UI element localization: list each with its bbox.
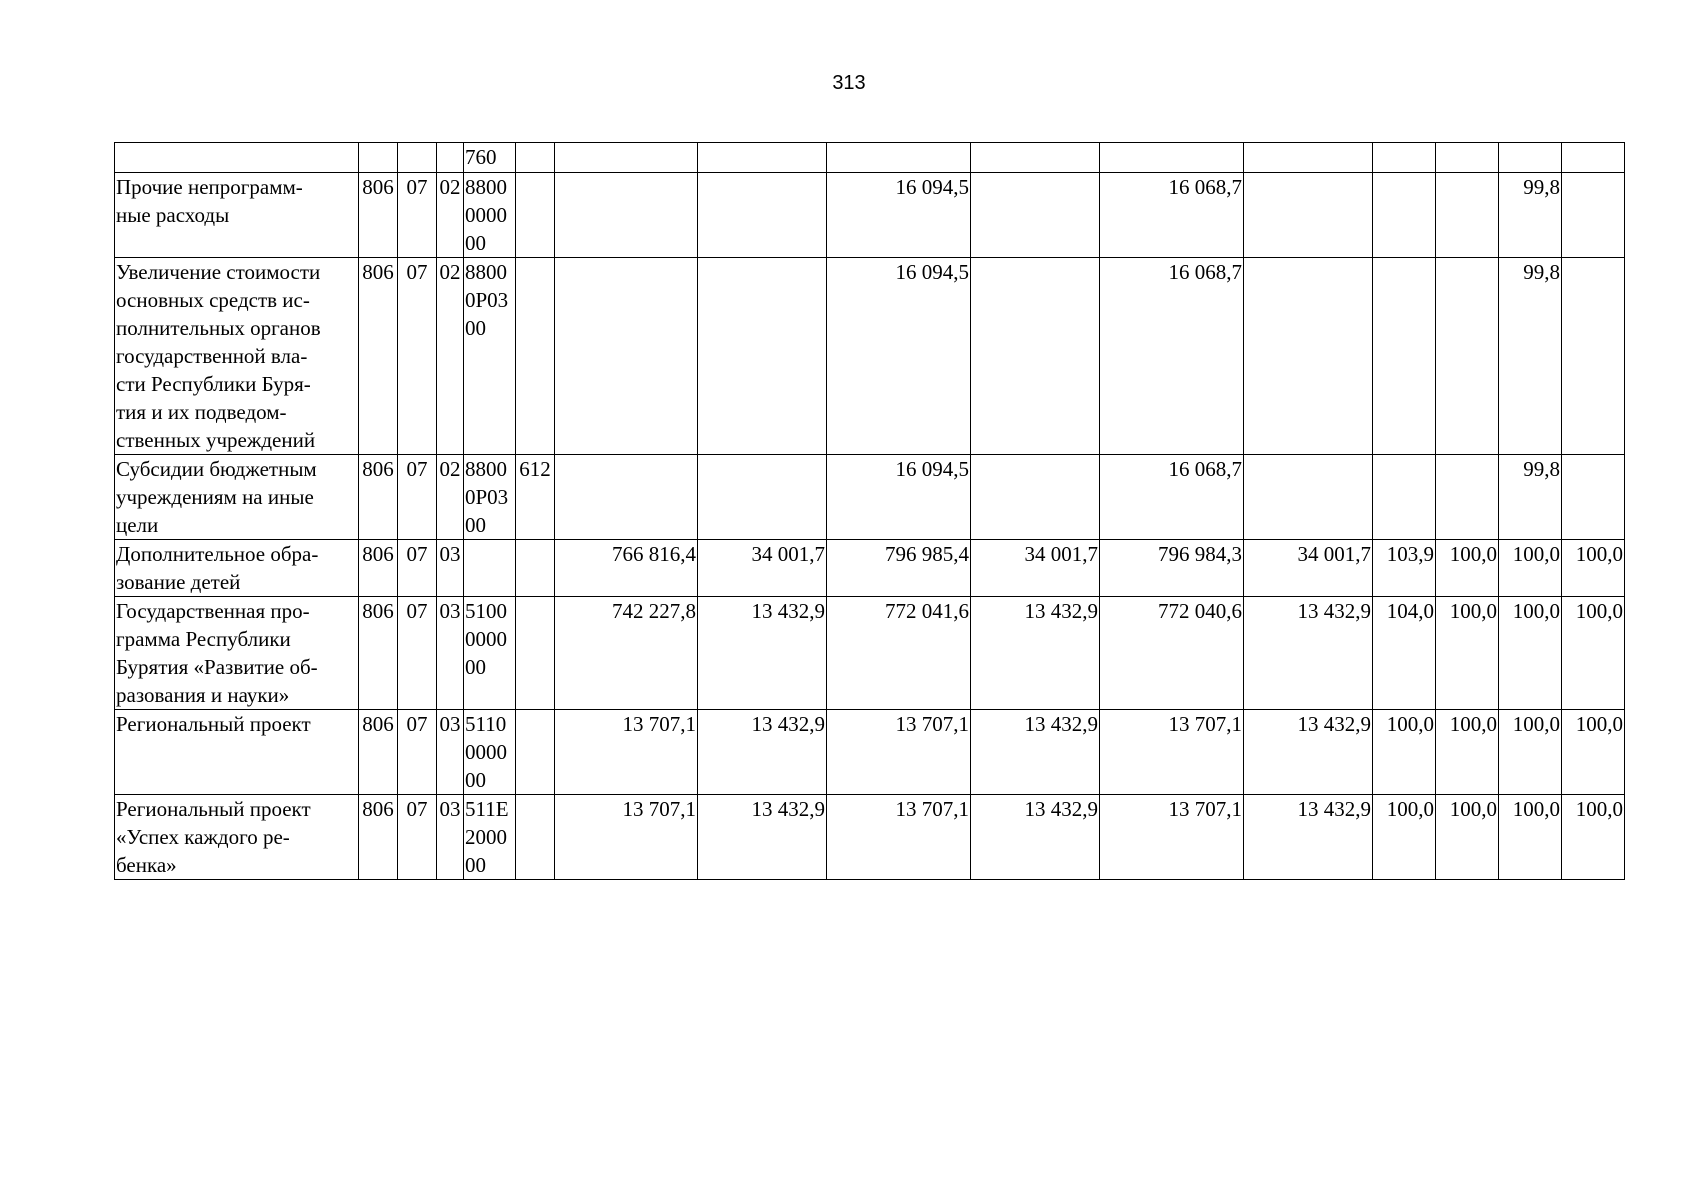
- amount-6-cell: [1244, 143, 1373, 173]
- amount-2-cell: [698, 455, 827, 540]
- percent-4-cell: [1562, 455, 1625, 540]
- amount-1-cell: [555, 455, 698, 540]
- table-row: [115, 540, 1625, 597]
- row-name-cell: [115, 143, 359, 173]
- admin-code-cell: 806: [359, 173, 398, 258]
- expense-type-code-cell: [516, 143, 555, 173]
- row-name-cell: Региональный проект: [115, 710, 359, 795]
- amount-3-cell: 13 707,1: [827, 795, 971, 880]
- row-name-cell: Дополнительное обра- зование детей: [115, 540, 359, 597]
- amount-3-cell: [827, 143, 971, 173]
- budget-table: [114, 142, 1625, 880]
- amount-2-cell: [698, 258, 827, 455]
- target-article-code-cell: 511Е 2000 00: [464, 795, 516, 880]
- percent-4-cell: 100,0: [1562, 597, 1625, 710]
- percent-4-cell: [1562, 173, 1625, 258]
- percent-3-cell: [1499, 143, 1562, 173]
- row-name-cell: Субсидии бюджетным учреждениям на иные цели: [115, 455, 359, 540]
- percent-4-cell: [1562, 258, 1625, 455]
- amount-4-cell: 34 001,7: [971, 540, 1100, 597]
- expense-type-code-cell: [516, 540, 555, 597]
- target-article-code-cell: 8800 0Р03 00: [464, 258, 516, 455]
- section-code-cell: 07: [398, 455, 437, 540]
- amount-4-cell: 13 432,9: [971, 597, 1100, 710]
- section-code-cell: [398, 143, 437, 173]
- amount-4-cell: 13 432,9: [971, 795, 1100, 880]
- admin-code-cell: [359, 143, 398, 173]
- subsection-code-cell: 02: [437, 173, 464, 258]
- percent-3-cell: 99,8: [1499, 173, 1562, 258]
- percent-2-cell: 100,0: [1436, 597, 1499, 710]
- expense-type-code-cell: [516, 710, 555, 795]
- percent-1-cell: 100,0: [1373, 710, 1436, 795]
- subsection-code-cell: 02: [437, 455, 464, 540]
- percent-3-cell: 99,8: [1499, 455, 1562, 540]
- amount-6-cell: 13 432,9: [1244, 795, 1373, 880]
- amount-3-cell: 16 094,5: [827, 455, 971, 540]
- percent-2-cell: [1436, 455, 1499, 540]
- row-name-cell: Прочие непрограмм- ные расходы: [115, 173, 359, 258]
- amount-5-cell: 13 707,1: [1100, 795, 1244, 880]
- table-row: [115, 795, 1625, 880]
- percent-1-cell: 103,9: [1373, 540, 1436, 597]
- percent-4-cell: 100,0: [1562, 710, 1625, 795]
- amount-6-cell: 34 001,7: [1244, 540, 1373, 597]
- percent-2-cell: 100,0: [1436, 540, 1499, 597]
- amount-3-cell: 16 094,5: [827, 173, 971, 258]
- percent-3-cell: 100,0: [1499, 710, 1562, 795]
- section-code-cell: 07: [398, 710, 437, 795]
- amount-1-cell: 742 227,8: [555, 597, 698, 710]
- amount-6-cell: [1244, 258, 1373, 455]
- page-number: 313: [832, 72, 866, 94]
- amount-5-cell: 13 707,1: [1100, 710, 1244, 795]
- admin-code-cell: 806: [359, 455, 398, 540]
- amount-1-cell: 13 707,1: [555, 795, 698, 880]
- amount-1-cell: 13 707,1: [555, 710, 698, 795]
- percent-2-cell: [1436, 258, 1499, 455]
- percent-3-cell: 99,8: [1499, 258, 1562, 455]
- amount-4-cell: [971, 455, 1100, 540]
- percent-3-cell: 100,0: [1499, 795, 1562, 880]
- table-row: [115, 173, 1625, 258]
- amount-3-cell: 796 985,4: [827, 540, 971, 597]
- expense-type-code-cell: [516, 795, 555, 880]
- percent-2-cell: 100,0: [1436, 795, 1499, 880]
- table-row: [115, 143, 1625, 173]
- amount-5-cell: 796 984,3: [1100, 540, 1244, 597]
- amount-5-cell: [1100, 143, 1244, 173]
- section-code-cell: 07: [398, 540, 437, 597]
- amount-2-cell: [698, 173, 827, 258]
- row-name-cell: Увеличение стоимости основных средств ис- полнительных органов государственной вла- сти Республики Буря- тия и их подведом- ственных учреждений: [115, 258, 359, 455]
- amount-5-cell: 16 068,7: [1100, 455, 1244, 540]
- percent-1-cell: 104,0: [1373, 597, 1436, 710]
- row-name-cell: Региональный проект «Успех каждого ре- бенка»: [115, 795, 359, 880]
- admin-code-cell: 806: [359, 540, 398, 597]
- admin-code-cell: 806: [359, 597, 398, 710]
- amount-5-cell: 16 068,7: [1100, 173, 1244, 258]
- amount-1-cell: [555, 258, 698, 455]
- amount-1-cell: 766 816,4: [555, 540, 698, 597]
- percent-4-cell: 100,0: [1562, 795, 1625, 880]
- subsection-code-cell: 03: [437, 540, 464, 597]
- table-row: [115, 710, 1625, 795]
- percent-4-cell: [1562, 143, 1625, 173]
- amount-4-cell: [971, 143, 1100, 173]
- expense-type-code-cell: 612: [516, 455, 555, 540]
- amount-1-cell: [555, 173, 698, 258]
- amount-6-cell: [1244, 173, 1373, 258]
- expense-type-code-cell: [516, 173, 555, 258]
- percent-2-cell: [1436, 143, 1499, 173]
- amount-6-cell: 13 432,9: [1244, 597, 1373, 710]
- percent-1-cell: [1373, 143, 1436, 173]
- target-article-code-cell: 5100 0000 00: [464, 597, 516, 710]
- table-row: [115, 597, 1625, 710]
- subsection-code-cell: [437, 143, 464, 173]
- expense-type-code-cell: [516, 258, 555, 455]
- percent-4-cell: 100,0: [1562, 540, 1625, 597]
- percent-3-cell: 100,0: [1499, 540, 1562, 597]
- percent-2-cell: [1436, 173, 1499, 258]
- admin-code-cell: 806: [359, 795, 398, 880]
- amount-5-cell: 16 068,7: [1100, 258, 1244, 455]
- amount-2-cell: 13 432,9: [698, 710, 827, 795]
- target-article-code-cell: 5110 0000 00: [464, 710, 516, 795]
- expense-type-code-cell: [516, 597, 555, 710]
- percent-1-cell: 100,0: [1373, 795, 1436, 880]
- subsection-code-cell: 03: [437, 597, 464, 710]
- row-name-cell: Государственная про- грамма Республики Бурятия «Развитие об- разования и науки»: [115, 597, 359, 710]
- amount-2-cell: 34 001,7: [698, 540, 827, 597]
- table-body: [115, 143, 1625, 880]
- table-row: [115, 258, 1625, 455]
- admin-code-cell: 806: [359, 258, 398, 455]
- amount-4-cell: [971, 173, 1100, 258]
- subsection-code-cell: 02: [437, 258, 464, 455]
- target-article-code-cell: 760: [464, 143, 516, 173]
- section-code-cell: 07: [398, 597, 437, 710]
- percent-2-cell: 100,0: [1436, 710, 1499, 795]
- amount-3-cell: 13 707,1: [827, 710, 971, 795]
- percent-1-cell: [1373, 455, 1436, 540]
- section-code-cell: 07: [398, 258, 437, 455]
- amount-1-cell: [555, 143, 698, 173]
- amount-3-cell: 772 041,6: [827, 597, 971, 710]
- section-code-cell: 07: [398, 173, 437, 258]
- target-article-code-cell: [464, 540, 516, 597]
- amount-2-cell: 13 432,9: [698, 597, 827, 710]
- amount-2-cell: [698, 143, 827, 173]
- percent-1-cell: [1373, 173, 1436, 258]
- amount-4-cell: [971, 258, 1100, 455]
- subsection-code-cell: 03: [437, 710, 464, 795]
- table-row: [115, 455, 1625, 540]
- subsection-code-cell: 03: [437, 795, 464, 880]
- target-article-code-cell: 8800 0000 00: [464, 173, 516, 258]
- amount-3-cell: 16 094,5: [827, 258, 971, 455]
- percent-3-cell: 100,0: [1499, 597, 1562, 710]
- amount-6-cell: [1244, 455, 1373, 540]
- target-article-code-cell: 8800 0Р03 00: [464, 455, 516, 540]
- amount-5-cell: 772 040,6: [1100, 597, 1244, 710]
- percent-1-cell: [1373, 258, 1436, 455]
- admin-code-cell: 806: [359, 710, 398, 795]
- amount-4-cell: 13 432,9: [971, 710, 1100, 795]
- amount-2-cell: 13 432,9: [698, 795, 827, 880]
- section-code-cell: 07: [398, 795, 437, 880]
- amount-6-cell: 13 432,9: [1244, 710, 1373, 795]
